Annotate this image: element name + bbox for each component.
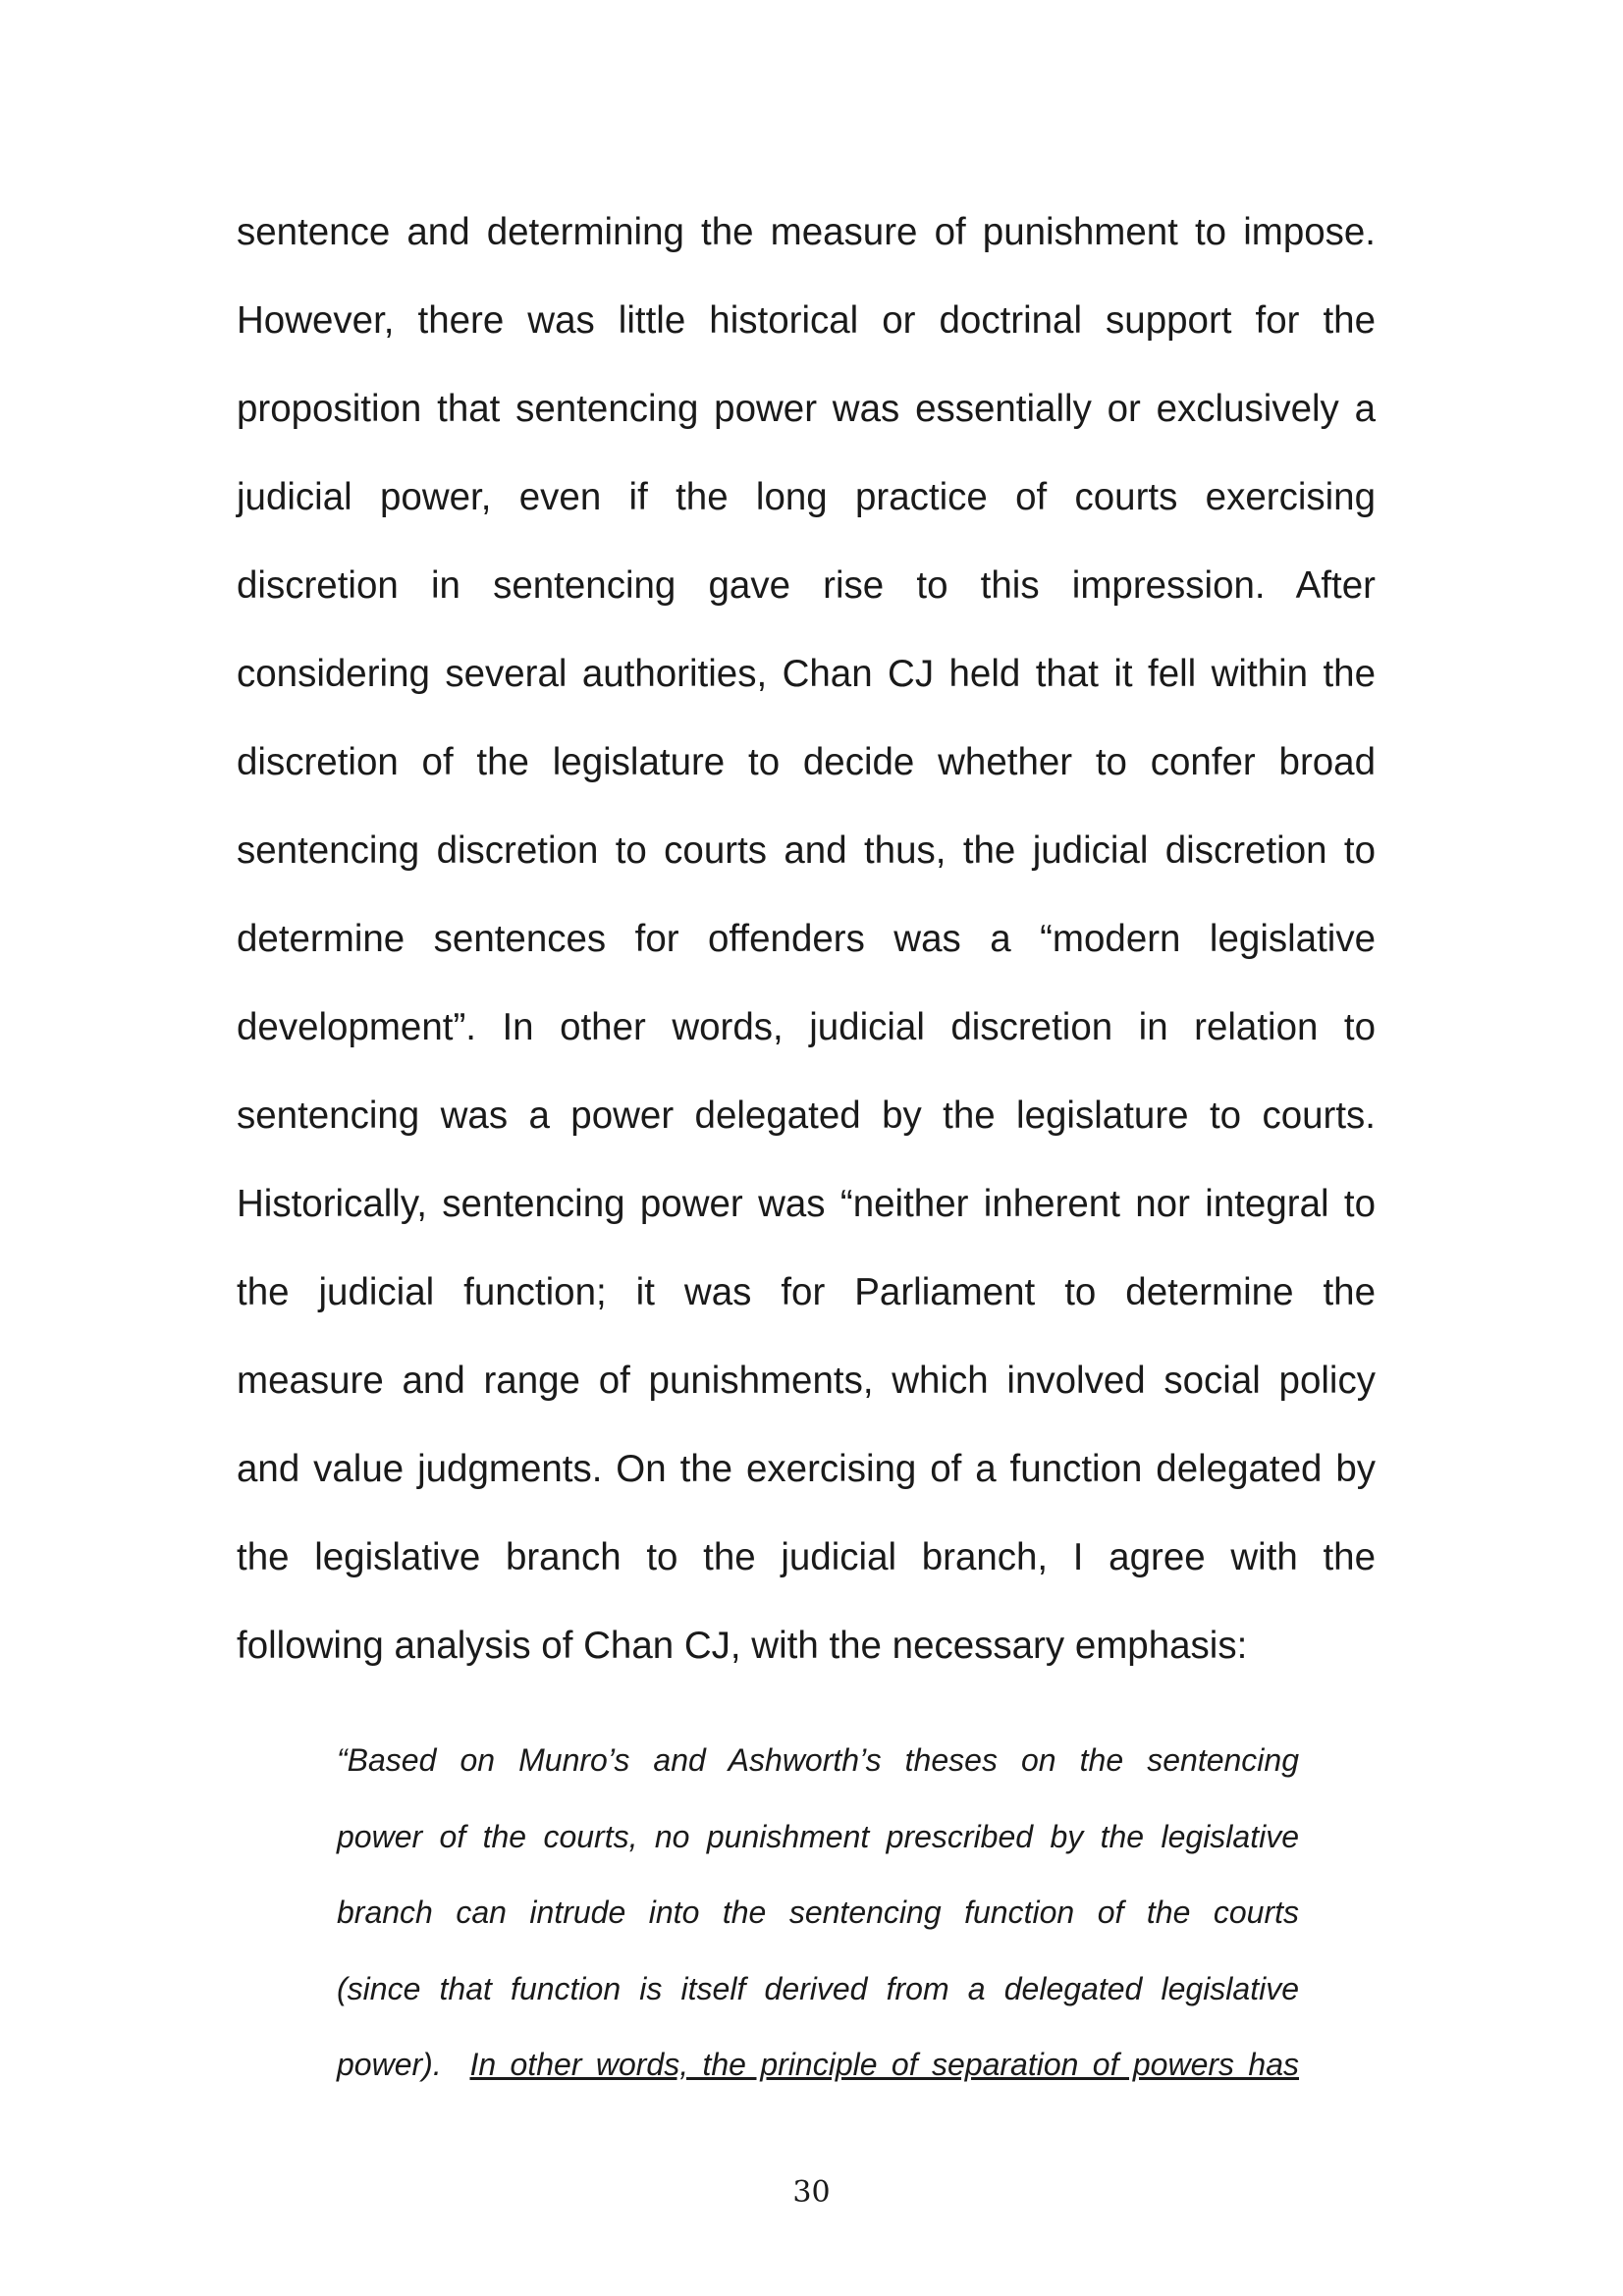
quote-text: power). xyxy=(337,2047,470,2082)
page-number: 30 xyxy=(792,2175,831,2210)
emphasized-quote-text: In other words, the principle of separation of powers has xyxy=(469,2047,1300,2082)
paragraph-line: considering several authorities, Chan CJ held that it fell within the xyxy=(237,653,1376,695)
quote-line-last xyxy=(337,2027,1299,2104)
paragraph-line: sentencing discretion to courts and thus, the judicial discretion to xyxy=(237,829,1376,872)
paragraph-line: measure and range of punishments, which involved social policy xyxy=(237,1360,1376,1402)
quote-line: power of the courts, no punishment prescribed by the legislative xyxy=(337,1818,1299,1854)
paragraph-line: determine sentences for offenders was a “modern legislative xyxy=(237,918,1376,960)
paragraph-line: discretion in sentencing gave rise to this impression. After xyxy=(237,564,1376,607)
body-paragraph xyxy=(237,188,1376,1690)
paragraph-line: sentencing was a power delegated by the legislature to courts. xyxy=(237,1095,1376,1137)
paragraph-line: the legislative branch to the judicial branch, I agree with the xyxy=(237,1536,1376,1578)
paragraph-line: Historically, sentencing power was “neither inherent nor integral to xyxy=(237,1183,1376,1225)
paragraph-line: and value judgments. On the exercising of a function delegated by xyxy=(237,1448,1376,1490)
paragraph-line: judicial power, even if the long practice of courts exercising xyxy=(237,476,1376,518)
paragraph-line: However, there was little historical or doctrinal support for the xyxy=(237,299,1376,342)
paragraph-line: sentence and determining the measure of punishment to impose. xyxy=(237,211,1376,253)
quote-line: branch can intrude into the sentencing function of the courts xyxy=(337,1895,1299,1930)
paragraph-line: discretion of the legislature to decide whether to confer broad xyxy=(237,741,1376,783)
paragraph-line: development”. In other words, judicial discretion in relation to xyxy=(237,1006,1376,1048)
quote-line: “Based on Munro’s and Ashworth’s theses on the sentencing xyxy=(337,1742,1299,1778)
paragraph-line: following analysis of Chan CJ, with the necessary emphasis: xyxy=(237,1625,1248,1667)
paragraph-line: the judicial function; it was for Parliament to determine the xyxy=(237,1271,1376,1313)
block-quote xyxy=(337,1723,1299,2104)
quote-line: (since that function is itself derived from a delegated legislative xyxy=(337,1970,1299,2006)
paragraph-line: proposition that sentencing power was essentially or exclusively a xyxy=(237,388,1376,430)
